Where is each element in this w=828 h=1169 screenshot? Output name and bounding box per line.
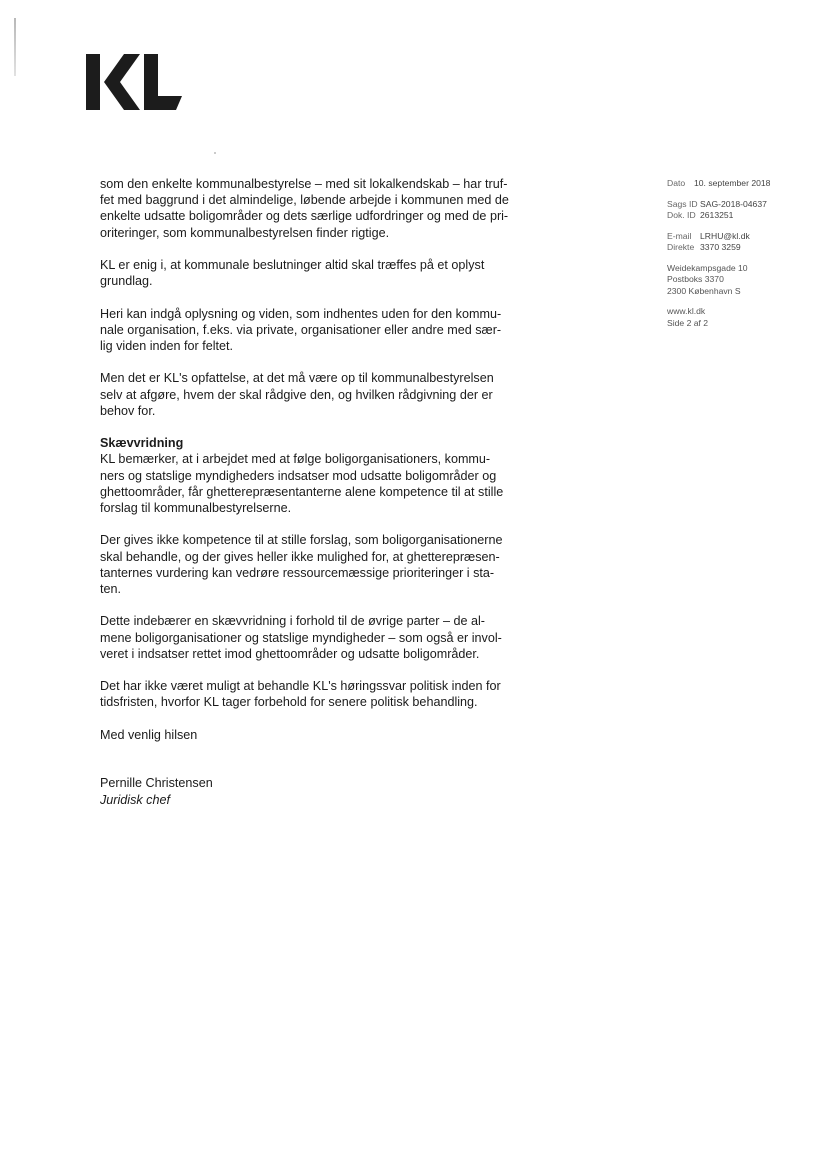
email-value[interactable]: LRHU@kl.dk [700,230,750,241]
text-line: som den enkelte kommunalbestyrelse – med sit lokalkendskab – har truf- [100,177,508,191]
text-line: tidsfristen, hvorfor KL tager forbehold for senere politisk behandling. [100,695,478,710]
letter-body [100,176,560,808]
text-line: forslag til kommunalbestyrelserne. [100,501,292,515]
sags-id-label: Sags ID [667,198,698,209]
website[interactable]: www.kl.dk [667,306,706,316]
text-line: selv at afgøre, hvem der skal rådgive den, og hvilken rådgivning der er [100,387,493,402]
closing-greeting: Med venlig hilsen [100,727,198,742]
date-line [667,178,817,190]
sags-id-value: SAG-2018-04637 [700,198,767,209]
paragraph-4 [100,370,560,419]
text-line: fet med baggrund i det almindelige, løbende arbejde i kommunen med de [100,193,509,208]
letter-metadata [667,178,817,338]
email-label: E-mail [667,230,692,241]
paragraph-7 [100,613,560,662]
paragraph-1 [100,176,560,241]
scan-dot [214,152,216,154]
direkte-label: Direkte [667,242,695,252]
text-line: oriteringer, som kommunalbestyrelsen finder rigtige. [100,225,390,240]
text-line: tanternes vurdering kan vedrøre ressourcemæssige prioriteringer i sta- [100,565,495,580]
text-line: skal behandle, og der gives heller ikke mulighed for, at ghetterepræsen- [100,549,500,564]
text-line: Det har ikke været muligt at behandle KL's høringssvar politisk inden for [100,679,501,694]
sags-id-line [667,199,817,211]
paragraph-2 [100,257,560,289]
scan-artifact [14,18,16,76]
text-line: Dette indebærer en skævvridning i forhold til de øvrige parter – de al- [100,614,485,629]
address-group [667,263,817,298]
web-page-group [667,306,817,329]
date-value: 10. september 2018 [694,178,771,188]
text-line: lig viden inden for feltet. [100,339,234,353]
kl-logo-icon [86,50,186,112]
email-line [667,231,817,243]
dok-id-line [667,210,817,222]
text-line: enkelte udsatte boligområder og dets særlige udfordringer og med de pri- [100,209,509,224]
text-line: ten. [100,582,122,596]
text-line: ners og statslige myndigheders indsatser mod udsatte boligområder og [100,468,497,483]
date-group [667,178,817,190]
address-pobox: Postboks 3370 [667,274,724,284]
text-line: nale organisation, f.eks. via private, organisationer eller andre med sær- [100,322,502,337]
text-line: KL er enig i, at kommunale beslutninger altid skal træffes på et oplyst [100,258,485,272]
signer-name: Pernille Christensen [100,776,213,791]
kl-logo [86,50,186,112]
text-line: mene boligorganisationer og statslige myndigheder – som også er invol- [100,630,502,645]
ids-group [667,199,817,222]
paragraph-8 [100,678,560,710]
signer-title: Juridisk chef [100,792,170,807]
text-line: Men det er KL's opfattelse, at det må være op til kommunalbestyrelsen [100,371,494,386]
text-line: ghettoområder, får ghetterepræsentanterne alene kompetence til at stille [100,484,504,499]
paragraph-3 [100,306,560,355]
date-label: Dato [667,178,686,188]
text-line: KL bemærker, at i arbejdet med at følge boligorganisationers, kommu- [100,452,491,467]
paragraph-5 [100,451,560,516]
text-line: Heri kan indgå oplysning og viden, som indhentes uden for den kommu- [100,306,502,321]
contact-group [667,231,817,254]
text-line: grundlag. [100,274,153,289]
text-line: Der gives ikke kompetence til at stille forslag, som boligorganisationerne [100,533,503,548]
paragraph-6 [100,532,560,597]
address-street: Weidekampsgade 10 [667,262,748,273]
direkte-value: 3370 3259 [700,242,741,252]
text-line: behov for. [100,403,156,418]
direkte-line [667,242,817,254]
text-line: veret i indsatser rettet imod ghettoområder og udsatte boligområder. [100,646,480,661]
dok-id-value: 2613251 [700,210,734,220]
section-heading: Skævvridning [100,436,184,451]
dok-id-label: Dok. ID [667,210,696,220]
address-city: 2300 København S [667,285,741,296]
page-number: Side 2 af 2 [667,317,709,328]
